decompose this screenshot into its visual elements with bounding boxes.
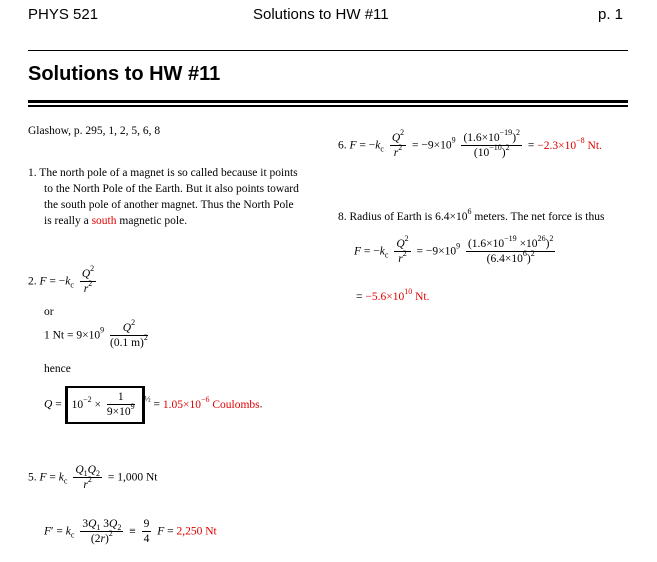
assignment-line: Glashow, p. 295, 1, 2, 5, 6, 8 <box>28 125 161 137</box>
answer-highlight: south <box>91 215 117 227</box>
problem-text: magnetic pole. <box>119 215 188 227</box>
connector-text: hence <box>44 363 71 375</box>
problem-text: the south pole of another magnet. Thus the North Pole <box>44 199 294 211</box>
title-rule-thick <box>28 100 628 103</box>
header-rule <box>28 50 628 51</box>
answer-value: $1.05\times 10^{-6}$ Coulombs <box>162 394 260 411</box>
problem-text: to the North Pole of the Earth. But it also points toward <box>44 183 299 195</box>
answer-value: $-2.3\times 10^{-8}$ Nt. <box>537 135 602 152</box>
problem-number: 1. <box>28 167 37 179</box>
equation-substitution: 1 $Nt = 9\times 10^9$ $\frac{Q^2}{(0.1 m)^2}$ <box>44 318 148 349</box>
header-page: p. 1 <box>598 6 624 23</box>
problem-text: is really a <box>44 215 89 227</box>
answer-line: = $-5.6\times 10^{10}$ Nt. <box>356 287 430 303</box>
equation-problem8: $F = -k_c$ $\frac{Q^2}{r^2}$ = $-9\times 10^9$ $\frac{(1.6\times 10^{-19} \times 10^{26})^2}{(6.4\times 10^6)^2}$ <box>354 234 554 265</box>
result-text: = 1,000 Nt <box>107 471 158 484</box>
denominator: (0.1 m) <box>109 337 144 349</box>
problem-number: 5. <box>28 471 37 484</box>
problem-text: 8. Radius of Earth is $6.4\times 10^6$ meters. The net force is thus <box>338 207 605 223</box>
exponent: 9 <box>100 325 105 335</box>
problem-text: The north pole of a magnet is so called because it points <box>39 167 298 179</box>
equation-solution: $Q = 10^{-2}$ × $\frac{1}{9\times 10^9}$ $^{\frac{1}{2}} = 1.05\times 10^{-6}$ Coulombs. <box>44 386 263 424</box>
answer-value: $-5.6\times 10^{10}$ Nt. <box>365 287 430 303</box>
equation-new-force: $F' = k_c$ $\frac{3Q_1 3Q_2}{(2r)^2}$ ≡ $\frac{9}{4}$ F = 2,250 Nt <box>44 518 217 545</box>
equation-coulomb: 2. $F = -k_c$ $\frac{Q^2}{r^2}$ <box>28 264 95 295</box>
equation-force: 5. $F = k_c$ $\frac{Q_1Q_2}{r^2}$ = 1,000 Nt <box>28 464 158 491</box>
problem-number: 6. <box>338 139 347 152</box>
problem-number: 8. <box>338 211 347 223</box>
page-title: Solutions to HW #11 <box>28 63 221 85</box>
header-course: PHYS 521 <box>28 6 99 23</box>
header-title: Solutions to HW #11 <box>253 6 389 23</box>
connector-text: or <box>44 306 54 318</box>
equation-problem6: 6. $F = -k_c$ $\frac{Q^2}{r^2}$ = $-9\times 10^9$ $\frac{(1.6\times 10^{-19})^2}{(10^{-10})^2}$ = $-2.3\times 10^{-8}$ Nt. <box>338 128 602 159</box>
answer-value: 2,250 Nt <box>176 525 217 538</box>
equation-text: 1 Nt = 9×10 <box>44 329 101 342</box>
problem-number: 2. <box>28 275 37 288</box>
title-rule-thin <box>28 105 628 107</box>
